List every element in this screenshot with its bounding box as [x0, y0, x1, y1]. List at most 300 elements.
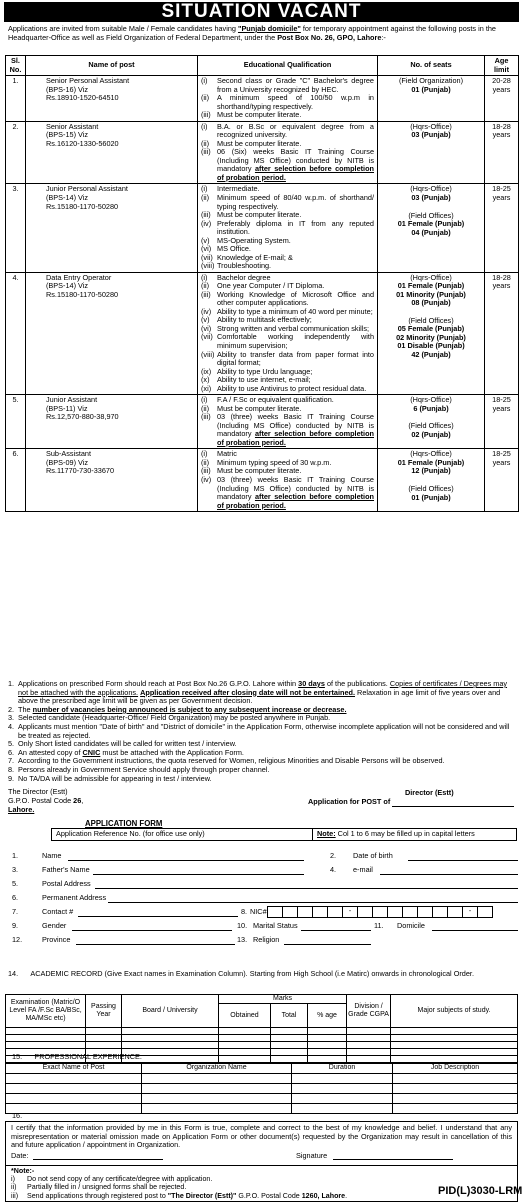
- note-item: [11, 1183, 512, 1191]
- seat-group: [381, 450, 481, 476]
- nic-separator: -: [342, 906, 358, 918]
- experience-cell[interactable]: [292, 1094, 393, 1104]
- note-text: G.P.O. Postal Code: [236, 1191, 302, 1200]
- note-number: iii): [11, 1191, 19, 1200]
- instruction-text: Persons already in Government Service should apply through proper channel.: [18, 765, 270, 775]
- seat-count: 05 Female (Punjab): [397, 324, 465, 334]
- post-pay-scale: Rs.18910-1520-64510: [46, 93, 119, 103]
- field-number: 12.: [12, 935, 23, 944]
- academic-cell[interactable]: [347, 1042, 391, 1049]
- experience-cell[interactable]: [142, 1104, 292, 1114]
- qualification-cell: [198, 272, 378, 394]
- field-number: 6.: [12, 893, 19, 902]
- qualification-text-wrap: [217, 220, 374, 237]
- posts-header-row: [6, 56, 519, 76]
- academic-cell[interactable]: [347, 1049, 391, 1056]
- qualification-text: MS-Operating System.: [217, 235, 291, 245]
- qualification-number: (x): [201, 375, 210, 385]
- instruction-text: Application received after closing date will not be entertained.: [140, 687, 356, 697]
- post-grade: (BPS-16) Viz: [46, 84, 89, 94]
- qualification-cell: [198, 395, 378, 449]
- note-label: Note:: [317, 829, 336, 838]
- academic-cell[interactable]: [391, 1049, 518, 1056]
- religion-label: Religion: [253, 935, 280, 944]
- post-grade: (BPS-09) Viz: [46, 457, 89, 467]
- academic-cell[interactable]: [86, 1028, 122, 1035]
- instructions-list: [8, 680, 516, 783]
- qualification-text: Knowledge of E-mail; &: [217, 252, 293, 262]
- post-title: Senior Personal Assistant: [46, 76, 130, 86]
- instruction-text: Applications on prescribed Form should reach at Post Box No.26 G.P.O. Lahore within: [18, 679, 299, 688]
- postal-address-field[interactable]: [95, 888, 518, 889]
- qualification-item: [201, 123, 374, 140]
- field-number: 16.: [12, 1111, 23, 1120]
- qualification-item: [201, 220, 374, 237]
- academic-cell[interactable]: [391, 1028, 518, 1035]
- qualification-item: [201, 111, 374, 120]
- nic-digit-box[interactable]: [357, 906, 373, 918]
- seats-cell: [378, 449, 485, 512]
- nic-boxes[interactable]: [268, 906, 493, 918]
- nic-digit-box[interactable]: [417, 906, 433, 918]
- post-serial: 1.: [6, 76, 26, 122]
- qualification-text: 03 (three) weeks Basic IT Training Course (Including MS Office) conducted by NITB is mandatory: [217, 412, 374, 439]
- academic-cell[interactable]: [219, 1028, 271, 1035]
- age-limit: 18-25: [492, 184, 511, 194]
- academic-cell[interactable]: [271, 1056, 308, 1063]
- academic-cell[interactable]: [308, 1049, 347, 1056]
- qualification-number: (xi): [201, 383, 212, 393]
- post-pay-scale: Rs.15180-1170-50280: [46, 289, 119, 299]
- contact-field[interactable]: [78, 916, 238, 917]
- date-of-birth-label: Date of birth: [353, 851, 393, 860]
- seat-count: 01 Disable (Punjab): [397, 341, 465, 351]
- field-number: 7.: [12, 907, 19, 916]
- nic-digit-box[interactable]: [447, 906, 463, 918]
- experience-cell[interactable]: [142, 1084, 292, 1094]
- qualification-number: (ii): [201, 281, 210, 291]
- age-limit: years: [492, 403, 511, 413]
- qualification-text-wrap: [217, 194, 374, 211]
- qualification-text-wrap: [217, 148, 374, 182]
- academic-cell[interactable]: [6, 1042, 86, 1049]
- academic-cell[interactable]: [271, 1042, 308, 1049]
- gender-label: Gender: [42, 921, 67, 930]
- instruction-text: number of vacancies being announced is subject to any subsequent increase or decrease.: [32, 704, 347, 714]
- certification-box: [5, 1121, 518, 1166]
- date-signature-row: [11, 1152, 512, 1163]
- instruction-text: Relaxation in age limit of five years over and above the prescribed age limit will be given as per Government decision.: [18, 687, 501, 706]
- academic-cell[interactable]: [122, 1042, 219, 1049]
- seat-office: (Field Organization): [398, 76, 464, 86]
- email-label: e-mail: [353, 865, 373, 874]
- field-number: 13.: [237, 935, 248, 944]
- instruction-text: of the publications.: [324, 679, 390, 688]
- note-text: "The Director (Estt)": [167, 1191, 237, 1200]
- qualification-text: A minimum speed of 100/50 w.p.m in shorthand/typing respectively.: [217, 93, 374, 111]
- note-number: i): [11, 1175, 15, 1184]
- qualification-item: [201, 413, 374, 447]
- qualification-text-wrap: [217, 262, 374, 271]
- note-text: .: [345, 1191, 348, 1200]
- note-number: ii): [11, 1183, 17, 1192]
- age-limit-cell: [485, 76, 519, 122]
- seat-count: 02 Minority (Punjab): [396, 332, 466, 342]
- seats-cell: [378, 395, 485, 449]
- instruction-number: 3.: [8, 713, 15, 723]
- qualification-number: (iii): [201, 110, 211, 120]
- academic-cell[interactable]: [391, 1042, 518, 1049]
- seat-group: [381, 123, 481, 140]
- post-row: [6, 121, 519, 184]
- age-limit: 20-28: [492, 76, 511, 86]
- age-limit: years: [492, 457, 511, 467]
- qualification-cell: [198, 121, 378, 184]
- age-limit-cell: [485, 395, 519, 449]
- academic-cell[interactable]: [86, 1035, 122, 1042]
- academic-cell[interactable]: [86, 1042, 122, 1049]
- col-header-duration: Duration: [292, 1064, 393, 1074]
- qualification-text: Ability to use Antivirus to protect residual data.: [217, 383, 367, 393]
- permanent-address-field[interactable]: [108, 902, 518, 903]
- qualification-text: Must be computer literate.: [217, 110, 302, 120]
- experience-cell[interactable]: [292, 1084, 393, 1094]
- note-item: [11, 1175, 512, 1183]
- qualification-text: Minimum speed of 80/40 w.p.m. of shorthand/ typing respectively.: [217, 192, 374, 211]
- application-for-post: [308, 798, 514, 807]
- academic-cell[interactable]: [219, 1049, 271, 1056]
- experience-cell[interactable]: [142, 1094, 292, 1104]
- qualification-text: 03 (three) weeks Basic IT Training Course (Including MS Office) conducted by NITB is mandatory: [217, 474, 374, 502]
- permanent-address-label: Permanent Address: [42, 893, 107, 902]
- experience-cell[interactable]: [6, 1104, 142, 1114]
- seats-cell: [378, 184, 485, 272]
- qualification-text: Ability to transfer data from paper format into digital format;: [217, 349, 374, 368]
- academic-cell[interactable]: [271, 1035, 308, 1042]
- post-name-cell: [26, 449, 198, 512]
- qualification-item: [201, 291, 374, 308]
- academic-cell[interactable]: [271, 1028, 308, 1035]
- application-form-title: APPLICATION FORM: [85, 819, 163, 828]
- qualification-text-wrap: [217, 413, 374, 447]
- qualification-number: (i): [201, 76, 208, 86]
- field-number: 2.: [330, 851, 337, 860]
- instruction-text: Applicants must mention "Date of birth" and "District of domicile" in the Application Form, otherwise incomplete application will not be considered and will be treated as rejected.: [18, 722, 510, 740]
- academic-cell[interactable]: [219, 1056, 271, 1063]
- address-line: [8, 797, 238, 806]
- post-title: Senior Assistant: [46, 121, 99, 131]
- academic-cell[interactable]: [391, 1056, 518, 1063]
- experience-table: [5, 1063, 518, 1114]
- instruction-number: 4.: [8, 722, 15, 732]
- seat-office: (Field Offices): [408, 483, 454, 493]
- col-header-division: Division / Grade CGPA: [347, 995, 391, 1028]
- qualification-text-wrap: [217, 476, 374, 510]
- marital-status-field[interactable]: [301, 930, 371, 931]
- email-field[interactable]: [380, 874, 518, 875]
- qualification-number: (ii): [201, 457, 210, 467]
- seats-cell: [378, 272, 485, 394]
- post-row: [6, 184, 519, 272]
- col-header-passing-year: Passing Year: [86, 995, 122, 1028]
- date-field[interactable]: [33, 1159, 163, 1160]
- age-limit-cell: [485, 449, 519, 512]
- qualification-item: [201, 385, 374, 394]
- field-number: 11.: [374, 921, 384, 930]
- seat-office: (Hqrs-Office): [410, 272, 452, 282]
- qualification-number: (vii): [201, 332, 213, 342]
- province-field[interactable]: [76, 944, 235, 945]
- qualification-text-wrap: [217, 333, 374, 350]
- age-limit-cell: [485, 272, 519, 394]
- qualification-text: 06 (Six) weeks Basic IT Training Course (Including MS Office) conducted by NITB is mandatory: [217, 147, 374, 174]
- name-label: Name: [42, 851, 62, 860]
- nic-separator: -: [462, 906, 478, 918]
- nic-digit-box[interactable]: [477, 906, 493, 918]
- qualification-number: (iv): [201, 218, 212, 228]
- post-serial: 6.: [6, 449, 26, 512]
- academic-cell[interactable]: [391, 1035, 518, 1042]
- qualification-text: Preferably diploma in IT from any reputed institution.: [217, 218, 374, 237]
- col-header-major-subjects: Major subjects of study.: [391, 995, 518, 1028]
- qualification-condition: after selection before completion of probation period.: [217, 429, 375, 447]
- domicile-field[interactable]: [432, 930, 518, 931]
- note-item: [11, 1192, 512, 1200]
- experience-cell[interactable]: [393, 1084, 518, 1094]
- qualification-item: [201, 351, 374, 368]
- col-header-age: Age limit: [485, 56, 519, 76]
- academic-cell[interactable]: [219, 1035, 271, 1042]
- post-name-cell: [26, 184, 198, 272]
- academic-cell[interactable]: [219, 1042, 271, 1049]
- seat-count: 42 (Punjab): [411, 350, 451, 359]
- qualification-text: Ability to type a minimum of 40 word per minute;: [217, 306, 373, 316]
- qualification-text: Ability to type Urdu language;: [217, 366, 313, 376]
- academic-cell[interactable]: [122, 1035, 219, 1042]
- fathers-name-field[interactable]: [93, 874, 304, 875]
- academic-cell[interactable]: [347, 1028, 391, 1035]
- seat-count: 01 (Punjab): [411, 492, 451, 502]
- age-limit: 18-25: [492, 395, 511, 405]
- instruction-item: [8, 775, 516, 784]
- qualification-text-wrap: [217, 351, 374, 368]
- academic-cell[interactable]: [308, 1035, 347, 1042]
- capital-letters-note: [313, 829, 517, 841]
- post-title: Sub-Assistant: [46, 449, 92, 459]
- col-header-percentage: % age: [308, 1004, 347, 1028]
- qualification-text-wrap: [217, 123, 374, 140]
- experience-cell[interactable]: [393, 1094, 518, 1104]
- academic-record-heading: [8, 970, 518, 979]
- post-pay-scale: Rs.11770-730-33670: [46, 466, 115, 476]
- field-number: 4.: [330, 865, 337, 874]
- nic-digit-box[interactable]: [297, 906, 313, 918]
- qualification-text: Must be computer literate.: [217, 403, 302, 413]
- col-header-total: Total: [271, 1004, 308, 1028]
- qualification-text: B.A. or B.Sc or equivalent degree from a recognized university.: [217, 121, 374, 140]
- seat-group: [381, 396, 481, 413]
- name-field[interactable]: [68, 860, 304, 861]
- seat-group: [381, 212, 481, 238]
- experience-row: [6, 1084, 518, 1094]
- nic-digit-box[interactable]: [267, 906, 283, 918]
- academic-cell[interactable]: [347, 1056, 391, 1063]
- nic-digit-box[interactable]: [387, 906, 403, 918]
- qualification-number: (i): [201, 395, 208, 405]
- col-header-organization: Organization Name: [142, 1064, 292, 1074]
- experience-cell[interactable]: [292, 1074, 393, 1084]
- qualification-cell: [198, 184, 378, 272]
- seat-office: (Hqrs-Office): [410, 121, 452, 131]
- nic-digit-box[interactable]: [372, 906, 388, 918]
- posts-table: [5, 55, 519, 512]
- signature-label: Signature: [296, 1150, 328, 1160]
- seat-count: 03 (Punjab): [411, 192, 451, 202]
- post-pay-scale: Rs.16120-1330-56020: [46, 138, 119, 148]
- age-limit: years: [492, 281, 511, 291]
- gender-field[interactable]: [72, 930, 232, 931]
- qualification-number: (iii): [201, 412, 211, 422]
- seat-office: (Hqrs-Office): [410, 395, 452, 405]
- deadline-text: 30 days: [298, 679, 325, 688]
- qualification-item: [201, 194, 374, 211]
- post-of-field[interactable]: [392, 806, 514, 807]
- post-name-cell: [26, 272, 198, 394]
- seat-count: 01 (Punjab): [411, 84, 451, 94]
- professional-experience-heading: [12, 1053, 142, 1062]
- qualification-item: [201, 476, 374, 510]
- academic-cell[interactable]: [271, 1049, 308, 1056]
- academic-cell[interactable]: [308, 1028, 347, 1035]
- qualification-cell: [198, 449, 378, 512]
- age-limit: 18-28: [492, 272, 511, 282]
- academic-cell[interactable]: [347, 1035, 391, 1042]
- date-of-birth-field[interactable]: [408, 860, 518, 861]
- nic-digit-box[interactable]: [432, 906, 448, 918]
- qualification-text-wrap: [217, 77, 374, 94]
- instruction-number: 6.: [8, 747, 15, 757]
- note-text: 1260, Lahore: [301, 1191, 346, 1200]
- seat-group: [381, 317, 481, 360]
- nic-digit-box[interactable]: [282, 906, 298, 918]
- qualification-text: Bachelor degree: [217, 272, 271, 282]
- post-serial: 3.: [6, 184, 26, 272]
- experience-cell[interactable]: [6, 1074, 142, 1084]
- seat-office: (Field Offices): [408, 210, 454, 220]
- academic-cell[interactable]: [6, 1035, 86, 1042]
- address-line: Lahore.: [8, 804, 35, 814]
- intro-postbox: Post Box No. 26, GPO, Lahore: [277, 32, 382, 42]
- qualification-number: (viii): [201, 261, 215, 271]
- field-number: 15.: [12, 1052, 23, 1061]
- seat-count: 6 (Punjab): [413, 403, 449, 413]
- qualification-text: Working Knowledge of Microsoft Office and other computer applications.: [217, 289, 374, 308]
- seat-count: 01 Female (Punjab): [397, 457, 465, 467]
- qualification-condition: after selection before completion of probation period.: [217, 492, 375, 510]
- post-title: Data Entry Operator: [46, 272, 112, 282]
- experience-cell[interactable]: [393, 1074, 518, 1084]
- instruction-text: An attested copy of: [18, 747, 83, 757]
- experience-cell[interactable]: [6, 1094, 142, 1104]
- seat-count: 04 (Punjab): [411, 227, 451, 237]
- qualification-item: [201, 77, 374, 94]
- post-pay-scale: Rs.12,570-880-38,970: [46, 412, 119, 422]
- seat-office: (Hqrs-Office): [410, 184, 452, 194]
- col-header-exact-post: Exact Name of Post: [6, 1064, 142, 1074]
- col-header-obtained: Obtained: [219, 1004, 271, 1028]
- qualification-text: One year Computer / IT Diploma.: [217, 281, 325, 291]
- note-text: Send applications through registered post to: [27, 1191, 168, 1200]
- field-number: 8.: [241, 907, 248, 916]
- nic-digit-box[interactable]: [402, 906, 418, 918]
- instruction-number: 1.: [8, 679, 15, 688]
- nic-digit-box[interactable]: [312, 906, 328, 918]
- qualification-text: Troubleshooting.: [217, 261, 272, 271]
- post-name-cell: [26, 121, 198, 184]
- qualification-text: Second class or Grade "C" Bachelor's degree from a University recognized by HEC.: [217, 76, 374, 94]
- qualification-number: (ii): [201, 192, 210, 202]
- reference-number-field[interactable]: Application Reference No. (for office use only): [52, 829, 313, 841]
- instruction-number: 7.: [8, 756, 15, 766]
- instruction-text: No TA/DA will be admissible for appearing in test / interview.: [18, 773, 212, 783]
- experience-cell[interactable]: [142, 1074, 292, 1084]
- director-signature: Director (Estt): [405, 788, 454, 797]
- academic-cell[interactable]: [308, 1042, 347, 1049]
- post-row: [6, 395, 519, 449]
- qualification-item: [201, 262, 374, 271]
- qualification-text: Minimum typing speed of 30 w.p.m.: [217, 457, 332, 467]
- seat-count: 02 (Punjab): [411, 429, 451, 439]
- qualification-text-wrap: [217, 291, 374, 308]
- seat-office: (Hqrs-Office): [410, 449, 452, 459]
- nic-label: NIC#: [250, 907, 267, 916]
- field-number: 1.: [12, 851, 19, 860]
- qualification-text: Ability to use internet, e-mail;: [217, 375, 311, 385]
- nic-digit-box[interactable]: [327, 906, 343, 918]
- experience-cell[interactable]: [6, 1084, 142, 1094]
- post-title: Junior Personal Assistant: [46, 184, 128, 194]
- address-line: The Director (Estt): [8, 787, 68, 796]
- instruction-item: [8, 723, 516, 740]
- experience-cell[interactable]: [292, 1104, 393, 1114]
- intro-text: :-: [381, 32, 386, 42]
- reference-box: [51, 828, 517, 841]
- seats-cell: [378, 76, 485, 122]
- religion-field[interactable]: [284, 944, 371, 945]
- instruction-text: According to the Government instructions, the quota reserved for Women, religious Minorities and Disable Persons will be observed.: [18, 756, 445, 766]
- qualification-number: (viii): [201, 349, 215, 359]
- qualification-condition: after selection before completion of probation period.: [217, 164, 375, 182]
- instruction-text: CNIC: [82, 747, 101, 757]
- contact-label: Contact #: [42, 907, 74, 916]
- academic-record-label: ACADEMIC RECORD (Give Exact names in Examination Column). Starting from High School (i.e Matirc) onwards in chronological Order.: [30, 969, 474, 978]
- age-limit: years: [492, 130, 511, 140]
- field-number: 14.: [8, 969, 19, 978]
- qualification-text-wrap: [217, 94, 374, 111]
- experience-cell[interactable]: [393, 1104, 518, 1114]
- academic-cell[interactable]: [6, 1028, 86, 1035]
- qualification-number: (iii): [201, 289, 211, 299]
- field-number: 5.: [12, 879, 19, 888]
- academic-cell[interactable]: [308, 1056, 347, 1063]
- qualification-number: (vi): [201, 323, 212, 333]
- seat-count: 08 (Punjab): [411, 298, 451, 308]
- field-number: 10.: [237, 921, 248, 930]
- academic-cell[interactable]: [122, 1028, 219, 1035]
- signature-field[interactable]: [333, 1159, 453, 1160]
- qualification-number: (iv): [201, 306, 212, 316]
- intro-text: Applications are invited from suitable Male / Female candidates having: [8, 24, 238, 33]
